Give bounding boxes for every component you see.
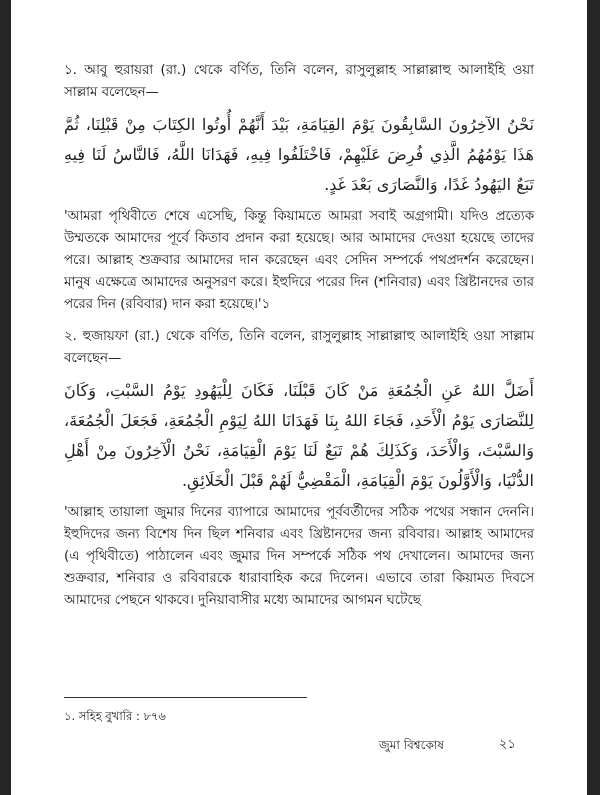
- left-page-edge: [0, 0, 11, 795]
- book-page: [11, 0, 587, 795]
- hadith-2-arabic-text: أَضَلَّ اللهُ عَنِ الْجُمُعَةِ مَنْ كَانَ قَبْلَنَا، فَكَانَ لِلْيَهُودِ يَوْمُ السَّبْتِ، وَكَانَ لِلنَّصَارَى يَوْمُ الْأَحَدِ، فَجَاءَ اللهُ بِنَا فَهَدَانَا اللهُ لِيَوْمِ الْجُمُعَةِ، فَجَعَلَ الْجُمُعَةَ، وَالسَّبْتَ، وَالْأَحَدَ، وَكَذَلِكَ هُمْ تَبَعٌ لَنَا يَوْمَ الْقِيَامَةِ، نَحْنُ الْآخِرُونَ مِنْ أَهْلِ الدُّنْيَا، وَالْأَوَّلُونَ يَوْمَ الْقِيَامَةِ، الْمَقْضِيُّ لَهُمْ قَبْلَ الْخَلَائِقِ.: [64, 381, 534, 490]
- hadith-1-arabic-text: نَحْنُ الآخِرُونَ السَّابِقُونَ يَوْمَ القِيَامَةِ، بَيْدَ أَنَّهُمْ أُوتُوا الكِتَابَ مِنْ قَبْلِنَا، ثُمَّ هَذَا يَوْمُهُمُ الَّذِي فُرِضَ عَلَيْهِمْ، فَاخْتَلَفُوا فِيهِ، فَهَدَانَا اللَّهُ، فَالنَّاسُ لَنَا فِيهِ تَبَعٌ اليَهُودُ غَدًا، وَالنَّصَارَى بَعْدَ غَدٍ.: [64, 115, 535, 194]
- running-title: জুমা বিশ্বকোষ: [379, 738, 444, 752]
- footnote-divider: [64, 697, 307, 698]
- hadith-1-heading: ১. আবু হুরায়রা (রা.) থেকে বর্ণিত, তিনি বলেন, রাসুলুল্লাহ সাল্লাল্লাহু আলাইহি ওয়া সাল্লাম বলেছেন—: [64, 63, 534, 100]
- right-page-edge: [587, 0, 600, 795]
- page-body: [64, 60, 534, 612]
- hadith-2-translation: 'আল্লাহ তায়ালা জুমার দিনের ব্যাপারে আমাদের পূর্ববর্তীদের সঠিক পথের সন্ধান দেননি। ইহুদিদের জন্য বিশেষ দিন ছিল শনিবার এবং খ্রিষ্টানদের জন্য রবিবার। আল্লাহ আমাদের (এ পৃথিবীতে) পাঠালেন এবং জুমার দিন সম্পর্কে সঠিক পথ দেখালেন। আমাদের জন্য শুক্রবার, শনিবার ও রবিবারকে ধারাবাহিক করে দিলেন। এভাবে তারা কিয়ামত দিবসে আমাদের পেছনে থাকবে। দুনিয়াবাসীর মধ্যে আমাদের আগমন ঘটেছে: [64, 505, 534, 608]
- hadith-1-translation: 'আমরা পৃথিবীতে শেষে এসেছি, কিন্তু কিয়ামতে আমরা সবাই অগ্রগামী। যদিও প্রত্যেক উম্মতকে আমাদের পূর্বে কিতাব প্রদান করা হয়েছে। আর আমাদের দেওয়া হয়েছে তাদের পরে। আল্লাহ শুক্রবার আমাদের দান করেছেন এবং সেদিন সম্পর্কে পথপ্রদর্শন করেছেন। মানুষ এক্ষেত্রে আমাদের অনুসরণ করে। ইহুদিরে পরের দিন (শনিবার) এবং খ্রিষ্টানদের তার পরের দিন (রবিবার) দান করা হয়েছে।'১: [64, 209, 534, 312]
- page-number: ২১: [499, 737, 516, 752]
- footnote: ১. সহিহ বুখারি : ৮৭৬: [64, 709, 166, 723]
- hadith-2-heading: ২. হুজায়ফা (রা.) থেকে বর্ণিত, তিনি বলেন, রাসুলুল্লাহ সাল্লাল্লাহু আলাইহি ওয়া সাল্লাম বলেছেন—: [64, 329, 534, 366]
